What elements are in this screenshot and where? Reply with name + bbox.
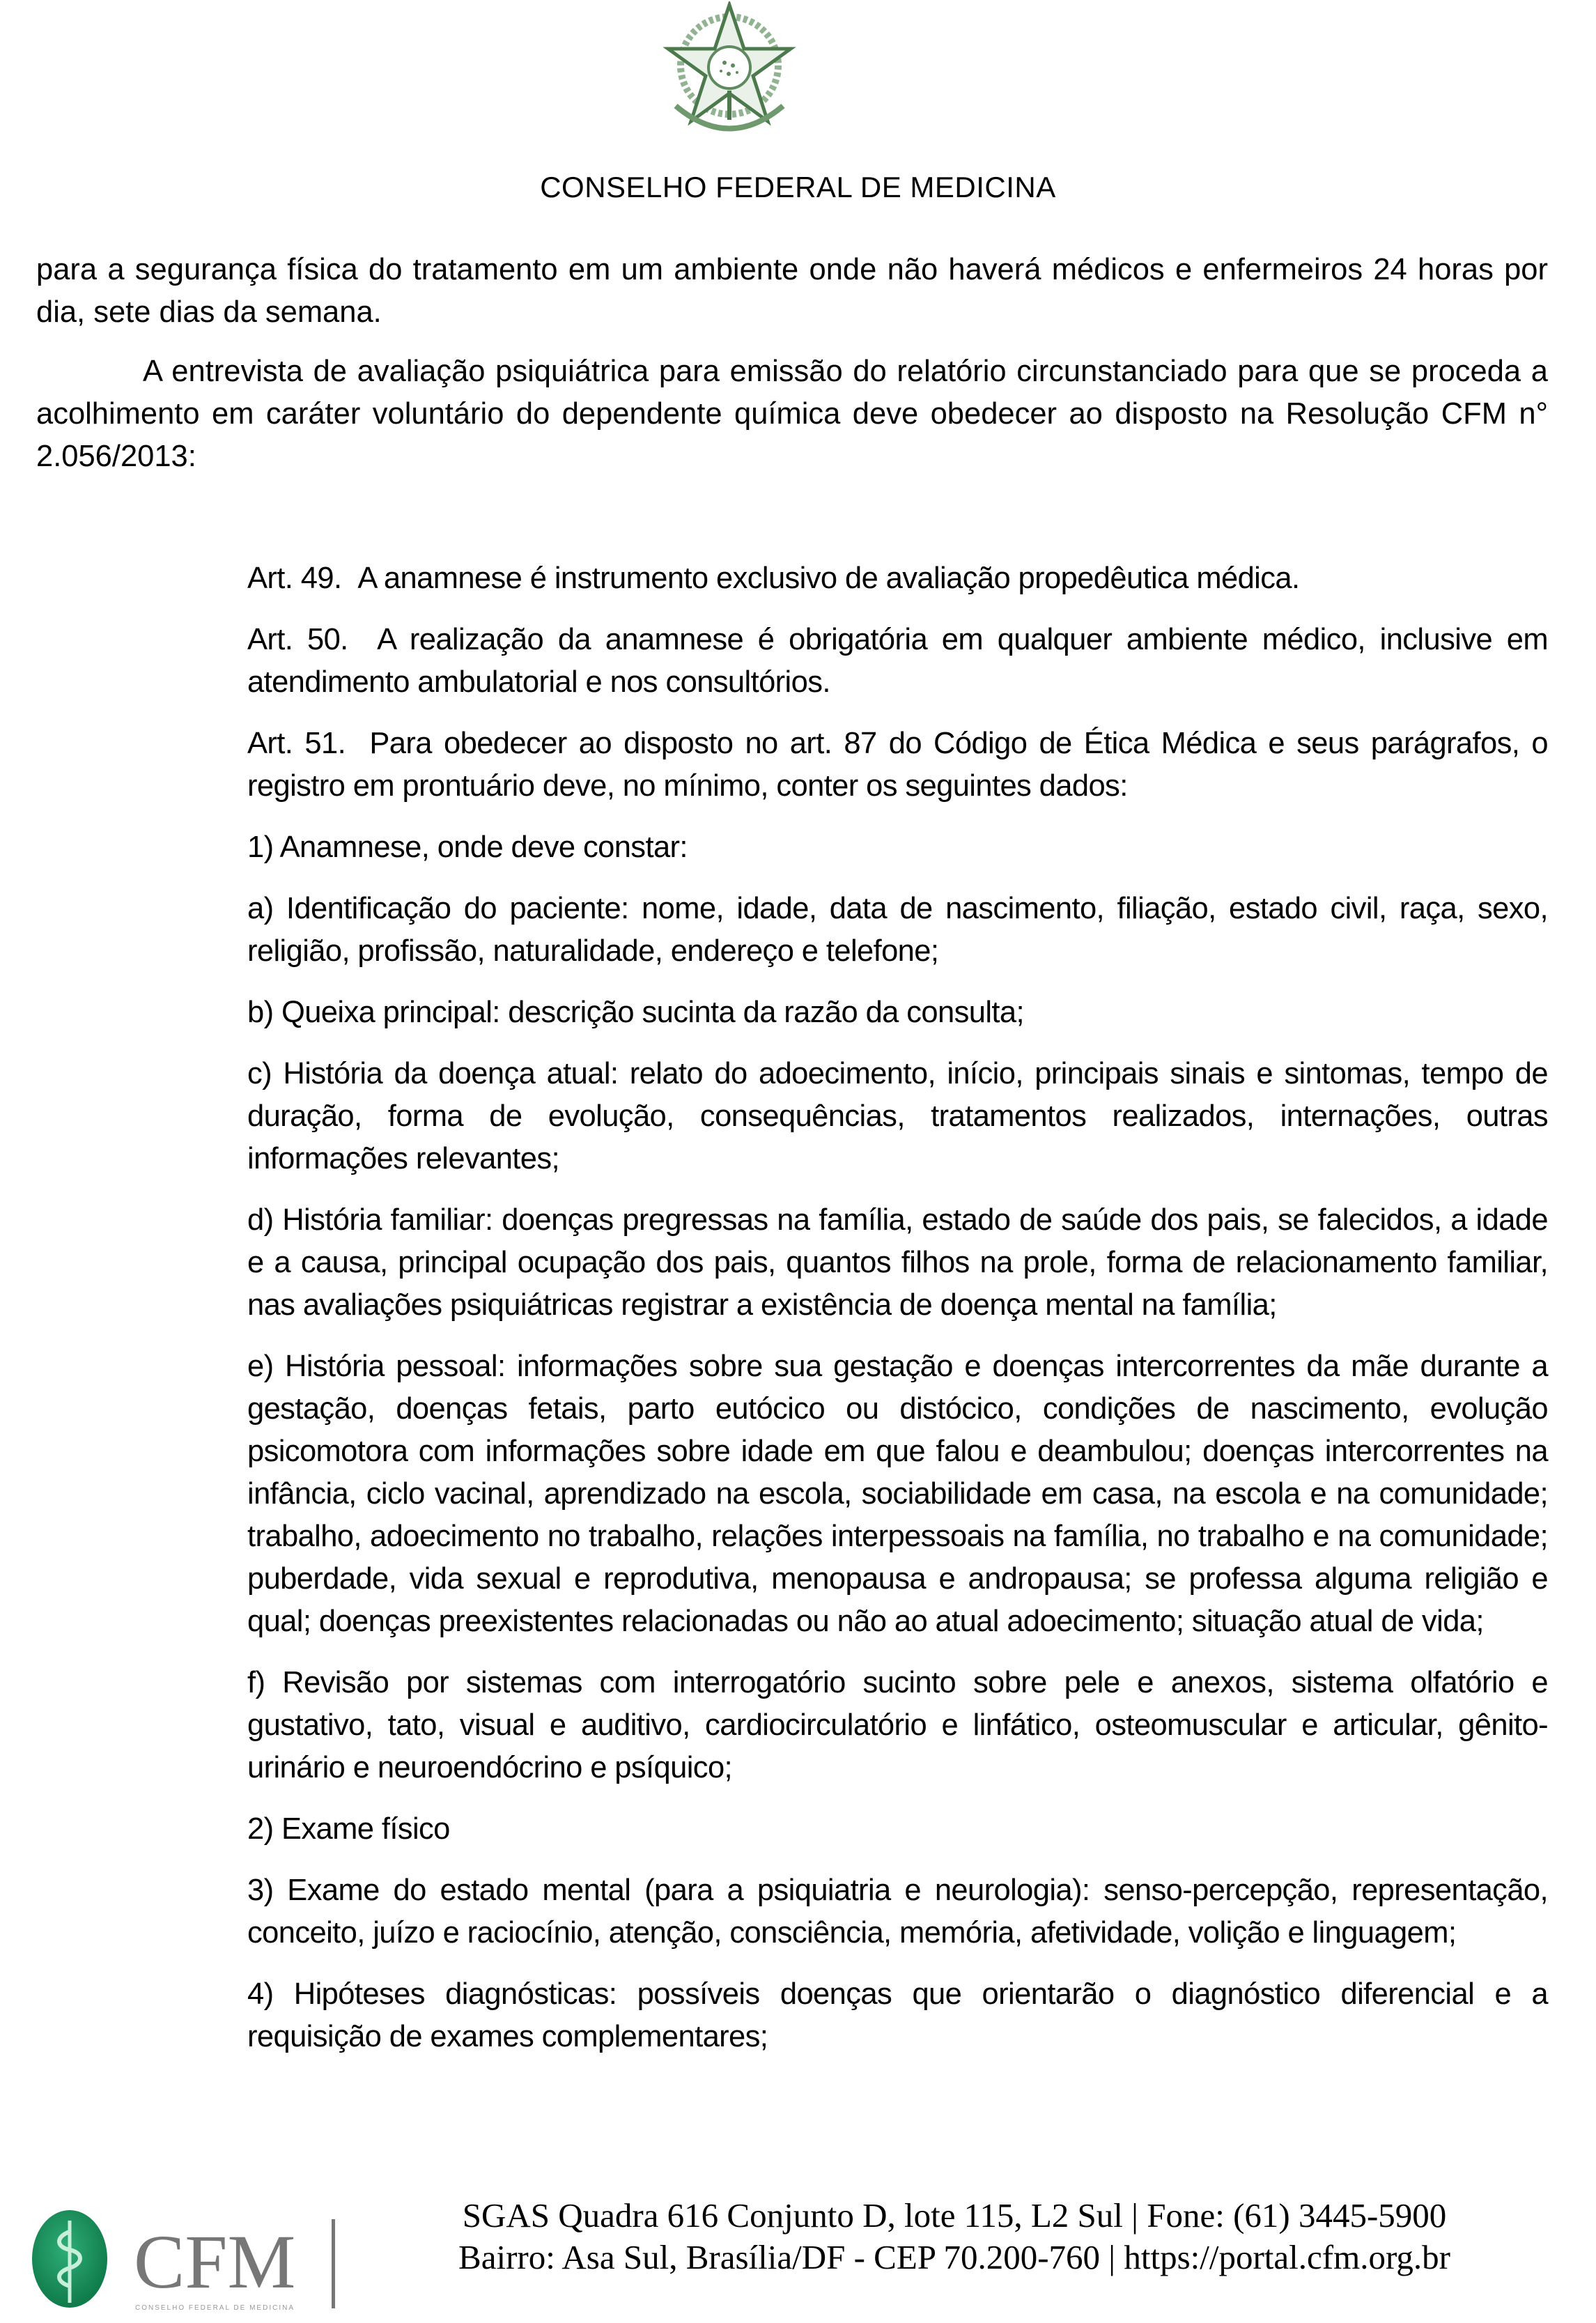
intro-paragraph: para a segurança física do tratamento em um ambiente onde não haverá médicos e enfermeiros 24 horas por dia, sete dias da semana.: [36, 253, 1548, 329]
list-item: e) História pessoal: informações sobre sua gestação e doenças intercorrentes da mãe durante a gestação, doenças fetais, parto eutócico ou distócico, condições de nascimento, evolução psicomotora com informações sobre idade em que falou e deambulou; doenças intercorrentes na infância, ciclo vacinal, aprendizado na escola, sociabilidade em casa, na escola e na comunidade; trabalho, adoecimento no trabalho, relações interpessoais na família, no trabalho e na comunidade; puberdade, vida sexual e reprodutiva, menopausa e andropausa; se professa alguma religião e qual; doenças preexistentes relacionadas ou não ao atual adoecimento; situação atual de vida;: [247, 1350, 1548, 1638]
org-title: CONSELHO FEDERAL DE MEDICINA: [540, 171, 1056, 203]
intro-section: [36, 249, 1548, 478]
svg-text:CONSELHO FEDERAL DE MEDICINA: CONSELHO FEDERAL DE MEDICINA: [135, 2304, 295, 2312]
article-number: Art. 50.: [247, 623, 348, 656]
list-item: 2) Exame físico: [247, 1812, 450, 1846]
article-text: A anamnese é instrumento exclusivo de avaliação propedêutica médica.: [357, 562, 1300, 595]
article-50: [247, 619, 1548, 704]
logo-text: CFM: [134, 2219, 296, 2304]
list-item: a) Identificação do paciente: nome, idade, data de nascimento, filiação, estado civil, raça, sexo, religião, profissão, naturalidade, endereço e telefone;: [247, 892, 1548, 968]
list-item: 3) Exame do estado mental (para a psiquiatria e neurologia): senso-percepção, representação, conceito, juízo e raciocínio, atenção, consciência, memória, afetividade, volição e linguagem;: [247, 1874, 1548, 1950]
article-text: A realização da anamnese é obrigatória em qualquer ambiente médico, inclusive em atendimento ambulatorial e nos consultórios.: [247, 623, 1548, 699]
article-text: Para obedecer ao disposto no art. 87 do Código de Ética Médica e seus parágrafos, o registro em prontuário deve, no mínimo, conter os seguintes dados:: [247, 727, 1548, 803]
list-item: f) Revisão por sistemas com interrogatório sucinto sobre pele e anexos, sistema olfatório e gustativo, tato, visual e auditivo, cardiocirculatório e linfático, osteomuscular e articular, gênito-urinário e neuroendócrino e psíquico;: [247, 1666, 1548, 1784]
address-line: Bairro: Asa Sul, Brasília/DF - CEP 70.200-760 | https://portal.cfm.org.br: [458, 2238, 1450, 2276]
list-item: d) História familiar: doenças pregressas na família, estado de saúde dos pais, se falecidos, a idade e a causa, principal ocupação dos pais, quantos filhos na prole, forma de relacionamento familiar, nas avaliações psiquiátricas registrar a existência de doença mental na família;: [247, 1203, 1548, 1322]
cfm-caduceus-logo-icon: [29, 2205, 339, 2313]
list-item: b) Queixa principal: descrição sucinta da razão da consulta;: [247, 996, 1024, 1029]
list-item: 4) Hipóteses diagnósticas: possíveis doenças que orientarão o diagnóstico diferencial e a requisição de exames complementares;: [247, 1977, 1548, 2053]
list-item: 1) Anamnese, onde deve constar:: [247, 831, 688, 864]
article-51: [247, 723, 1548, 808]
article-49: [247, 557, 1548, 600]
intro-paragraph: A entrevista de avaliação psiquiátrica para emissão do relatório circunstanciado para que se proceda a acolhimento em caráter voluntário do dependente química deve obedecer ao disposto na Resolução CFM n° 2.056/2013:: [36, 355, 1548, 473]
address-line: SGAS Quadra 616 Conjunto D, lote 115, L2 Sul | Fone: (61) 3445-5900: [462, 2196, 1447, 2235]
list-item: c) História da doença atual: relato do adoecimento, início, principais sinais e sintomas, tempo de duração, forma de evolução, consequências, tratamentos realizados, internações, outras informações relevantes;: [247, 1057, 1548, 1175]
article-number: Art. 51.: [247, 727, 346, 760]
resolution-quote: [247, 557, 1548, 2077]
footer-address: [411, 2195, 1498, 2278]
brazil-coat-of-arms-icon: [655, 1, 805, 149]
article-number: Art. 49.: [247, 562, 342, 595]
